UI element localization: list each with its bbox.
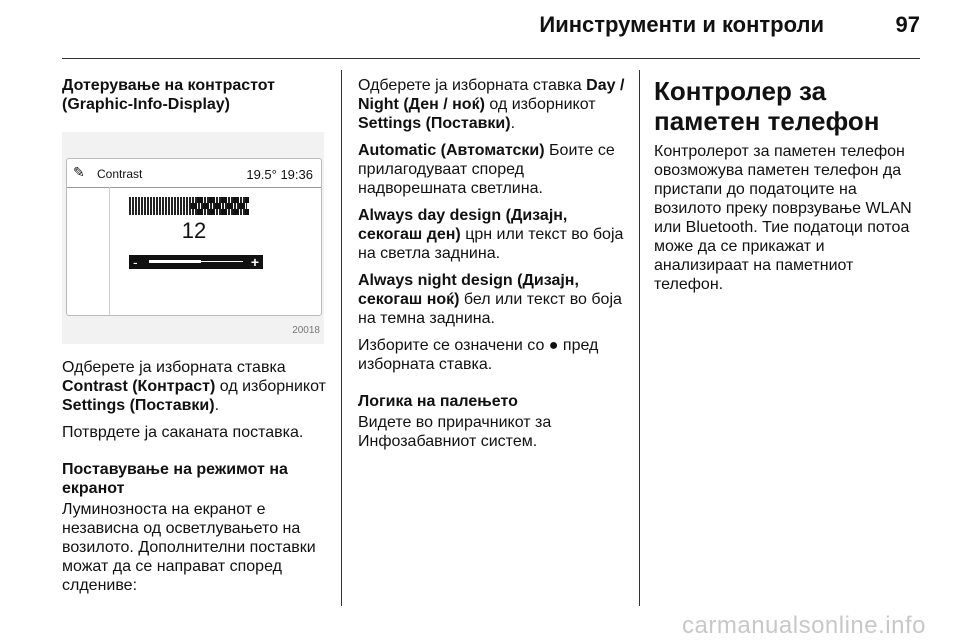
watermark: carmanualsonline.info [682,612,926,639]
section-heading-ignition-logic: Логика на палењето [358,393,518,410]
contrast-checker-pattern [191,197,249,215]
screen-status: 19.5° 19:36 [246,167,313,182]
text: Боите се прилагодуваат според надворешната светлина. [358,142,615,197]
paragraph: Потврдете ја саканата поставка. [62,424,304,441]
paragraph [358,141,632,198]
contrast-slider [129,255,263,269]
paragraph [62,358,332,415]
option-name: Automatic (Автоматски) [358,142,545,159]
paragraph: Луминозноста на екранот е независна од осветлувањето на возилото. Дополнителни поставки можат да се направат според слдениве: [62,501,316,594]
text: од изборникот [215,378,326,395]
text: . [214,397,220,414]
plus-icon: + [250,254,259,270]
section-heading-smartphone-controller: Контролер за паметен телефон [654,76,880,136]
text: црн или текст во боја на светла заднина. [358,226,624,262]
text: од изборникот [484,96,596,113]
column-separator [639,70,640,606]
display-screen [66,158,322,316]
text: Одберете ја изборната ставка [62,359,286,376]
screen-left-bar [67,187,110,315]
option-name: Always night design (Дизајн, секогаш ноќ) [358,272,579,308]
paragraph [358,206,632,263]
screen-header [67,159,321,188]
menu-name: Settings (Поставки) [62,397,215,414]
column-separator [341,70,342,606]
column-2 [358,76,632,459]
paragraph [358,271,632,328]
column-3 [654,76,920,302]
screen-title: Contrast [97,167,143,181]
figure-number: 20018 [292,325,320,336]
slider-fill [149,260,201,263]
text: . [510,115,516,132]
text: Одберете ја изборната ставка [358,77,587,94]
page-header-title: Иинструменти и контроли [539,12,824,37]
section-heading-contrast: Дотерување на контрастот (Graphic-Info-Display) [62,77,276,113]
contrast-screen-figure [62,132,324,344]
paragraph: Изборите се означени со ● пред изборната ставка. [358,337,599,373]
paragraph: Видете во прирачникот за Инфозабавниот систем. [358,414,552,450]
paragraph [358,76,632,133]
page-number: 97 [895,12,920,37]
contrast-value: 12 [181,218,207,243]
menu-name: Settings (Поставки) [358,115,511,132]
menu-item-name: Contrast (Контраст) [62,378,216,395]
menu-item-name: Day / Night (Ден / ноќ) [358,77,625,113]
contrast-icon: ✎ [73,164,85,180]
header-rule [62,58,920,59]
text: бел или текст во боја на темна заднина. [358,291,622,327]
option-name: Always day design (Дизајн, секогаш ден) [358,207,568,243]
paragraph: Контролерот за паметен телефон овозможува паметен телефон да пристапи до податоците на возилото преку поврзување WLAN или Bluetooth. Тие податоци потоа може да се прикажат и анализираат на паметниот телефон. [654,143,912,293]
section-heading-display-mode: Поставување на режимот на екранот [62,461,288,497]
column-1 [62,76,332,603]
minus-icon: - [133,254,138,270]
